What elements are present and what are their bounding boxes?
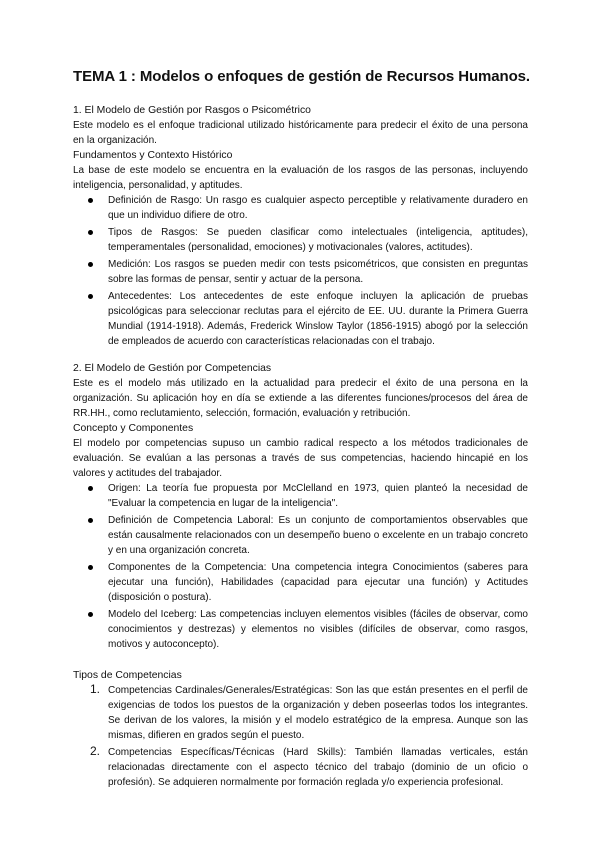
- bullet-item: [73, 560, 528, 605]
- section-1-heading: 1. El Modelo de Gestión por Rasgos o Psicométrico: [73, 105, 311, 116]
- bullet-icon: [88, 486, 93, 491]
- numbered-item: [73, 683, 528, 743]
- item-number: 2.: [90, 744, 101, 758]
- bullet-text: Componentes de la Competencia: Una competencia integra Conocimientos (saberes para ejecutar una función), Habilidades (capacidad para ejecutar una función) y Actitudes (disposición o postura).: [108, 562, 528, 603]
- document-page: [73, 68, 528, 792]
- numbered-item: [73, 745, 528, 790]
- bullet-item: [73, 193, 528, 223]
- bullet-text: Antecedentes: Los antecedentes de este enfoque incluyen la aplicación de pruebas psicológicas para seleccionar reclutas para el ejército de EE. UU. durante la Primera Guerra Mundial (1914-1918). Además, Frederick Winslow Taylor (1856-1915) abogó por la selección de empleados de acuerdo con características relacionadas con el trabajo.: [108, 291, 528, 347]
- bullet-item: [73, 607, 528, 652]
- bullet-text: Definición de Rasgo: Un rasgo es cualquier aspecto perceptible y relativamente duradero en que un individuo difiere de otro.: [108, 195, 528, 221]
- item-number: 1.: [90, 682, 101, 696]
- item-text: Competencias Cardinales/Generales/Estratégicas: Son las que están presentes en el perfil de exigencias de todos los puestos de la organización y deben poseerlas todos los integrantes. Se derivan de los valores, la misión y el modelo estratégico de la empresa. Aunque son las mismas, difieren en grados según el puesto.: [108, 685, 528, 741]
- section-1-bullet-list: [73, 193, 528, 349]
- section-1-subheading: Fundamentos y Contexto Histórico: [73, 150, 233, 161]
- section-2-subtext: El modelo por competencias supuso un cambio radical respecto a los métodos tradicionales de evaluación. Se evalúan a las personas a través de sus competencias, haciendo hincapié en los valores y actitudes del trabajador.: [73, 438, 528, 479]
- section-2-bullet-list: [73, 481, 528, 652]
- section-2-subheading: Concepto y Componentes: [73, 423, 194, 434]
- section-3-heading: Tipos de Competencias: [73, 670, 182, 681]
- bullet-item: [73, 257, 528, 287]
- bullet-icon: [88, 262, 93, 267]
- bullet-icon: [88, 294, 93, 299]
- bullet-icon: [88, 612, 93, 617]
- section-1-intro: Este modelo es el enfoque tradicional utilizado históricamente para predecir el éxito de una persona en la organización.: [73, 120, 528, 146]
- page-title: TEMA 1 : Modelos o enfoques de gestión de Recursos Humanos.: [73, 68, 530, 85]
- bullet-text: Origen: La teoría fue propuesta por McClelland en 1973, quien planteó la necesidad de "Evaluar la competencia en lugar de la inteligencia".: [108, 483, 528, 509]
- item-text: Competencias Específicas/Técnicas (Hard Skills): También llamadas verticales, están relacionadas directamente con el aspecto técnico del trabajo (dominio de un oficio o profesión). Se adquieren normalmente por formación reglada y/o experiencia profesional.: [108, 747, 528, 788]
- bullet-item: [73, 225, 528, 255]
- bullet-text: Definición de Competencia Laboral: Es un conjunto de comportamientos observables que están causalmente relacionados con un desempeño bueno o excelente en un trabajo concreto y en una organización concreta.: [108, 515, 528, 556]
- bullet-item: [73, 289, 528, 349]
- competency-types-list: [73, 683, 528, 790]
- bullet-text: Tipos de Rasgos: Se pueden clasificar como intelectuales (inteligencia, aptitudes), temperamentales (personalidad, emociones) y motivacionales (valores, actitudes).: [108, 227, 528, 253]
- bullet-item: [73, 481, 528, 511]
- section-2-intro: Este es el modelo más utilizado en la actualidad para predecir el éxito de una persona en la organización. Su aplicación hoy en día se extiende a las diferentes funciones/procesos del área de RR.HH., como reclutamiento, selección, formación, evaluación y retribución.: [73, 378, 528, 419]
- bullet-icon: [88, 230, 93, 235]
- section-2-heading: 2. El Modelo de Gestión por Competencias: [73, 363, 272, 374]
- section-1-subtext: La base de este modelo se encuentra en la evaluación de los rasgos de las personas, incluyendo inteligencia, personalidad, y aptitudes.: [73, 165, 528, 191]
- bullet-icon: [88, 518, 93, 523]
- bullet-icon: [88, 198, 93, 203]
- bullet-text: Modelo del Iceberg: Las competencias incluyen elementos visibles (fáciles de observar, como conocimientos y destrezas) y elementos no visibles (difíciles de observar, como rasgos, motivos y autoconcepto).: [108, 609, 528, 650]
- bullet-text: Medición: Los rasgos se pueden medir con tests psicométricos, que consisten en preguntas sobre las formas de pensar, sentir y actuar de la persona.: [108, 259, 528, 285]
- bullet-icon: [88, 565, 93, 570]
- bullet-item: [73, 513, 528, 558]
